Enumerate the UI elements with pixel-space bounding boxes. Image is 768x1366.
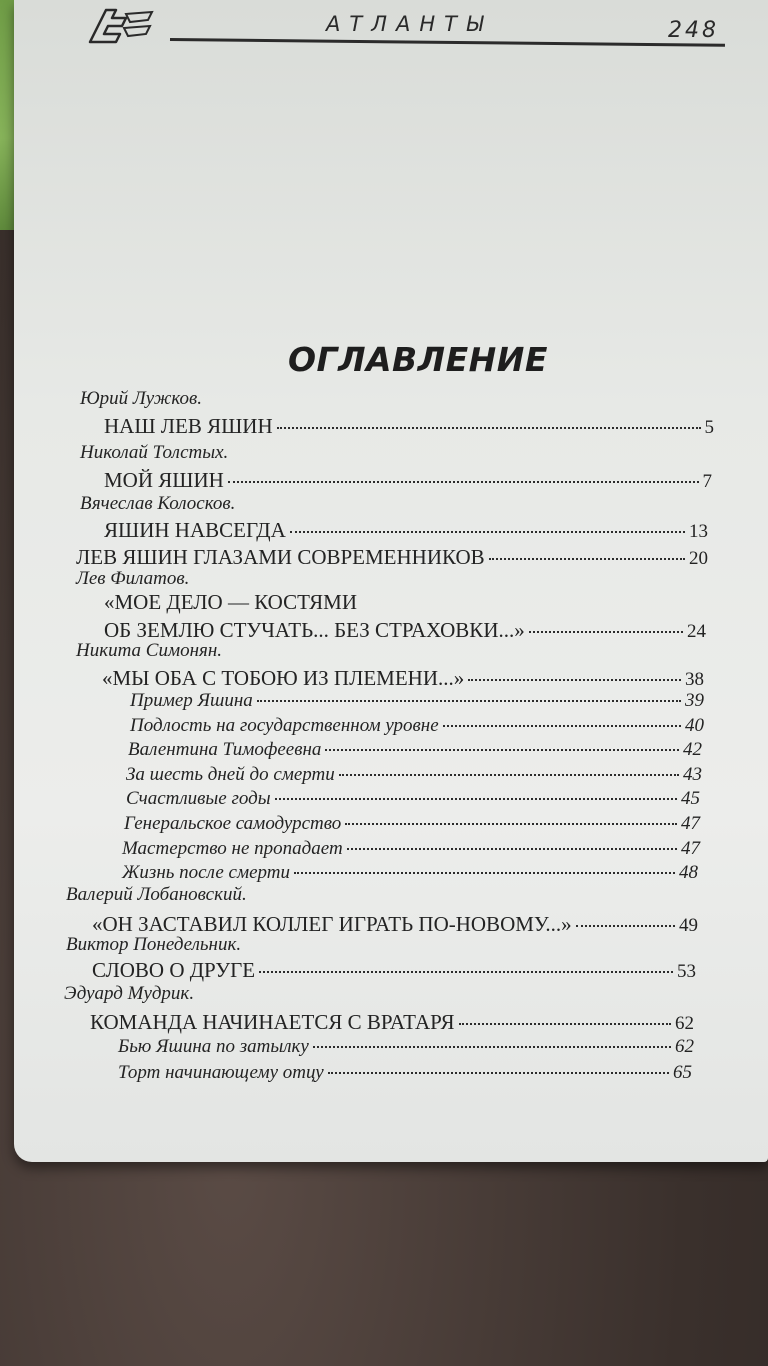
dot-leader — [489, 558, 685, 560]
toc-author — [66, 934, 241, 956]
toc-subentry[interactable] — [130, 715, 704, 737]
entry-title: ЯШИН НАВСЕГДА — [104, 518, 286, 542]
entry-page: 62 — [675, 1036, 694, 1057]
subentry-title: Счастливые годы — [126, 788, 271, 809]
entry-page: 47 — [681, 813, 700, 834]
dot-leader — [468, 679, 681, 681]
subentry-title: Пример Яшина — [130, 690, 253, 711]
toc-author — [80, 388, 202, 410]
toc-entry[interactable] — [76, 545, 708, 570]
toc-subentry[interactable] — [124, 813, 700, 835]
dot-leader — [294, 872, 675, 874]
dot-leader — [277, 427, 701, 429]
entry-page: 49 — [679, 915, 698, 936]
toc-entry[interactable] — [104, 414, 714, 439]
entry-title: ЛЕВ ЯШИН ГЛАЗАМИ СОВРЕМЕННИКОВ — [76, 545, 485, 569]
toc-author — [76, 640, 222, 662]
dot-leader — [290, 531, 685, 533]
entry-title: «МЫ ОБА С ТОБОЮ ИЗ ПЛЕМЕНИ...» — [102, 666, 465, 690]
toc-entry[interactable] — [104, 468, 712, 493]
dot-leader — [325, 749, 679, 751]
entry-title: «МОЕ ДЕЛО — КОСТЯМИ — [104, 590, 357, 614]
entry-page: 39 — [685, 690, 704, 711]
dot-leader — [313, 1046, 671, 1048]
entry-title: КОМАНДА НАЧИНАЕТСЯ С ВРАТАРЯ — [90, 1010, 455, 1034]
toc-author — [64, 983, 194, 1005]
toc-title: ОГЛАВЛЕНИЕ — [288, 340, 548, 379]
author-name: Вячеслав Колосков. — [80, 493, 236, 514]
dot-leader — [529, 631, 683, 633]
subentry-title: Валентина Тимофеевна — [128, 739, 322, 760]
entry-page: 13 — [689, 521, 708, 542]
toc-author — [80, 493, 235, 515]
entry-page: 24 — [687, 621, 706, 642]
entry-page: 45 — [681, 788, 700, 809]
entry-title: ОБ ЗЕМЛЮ СТУЧАТЬ... БЕЗ СТРАХОВКИ...» — [104, 618, 525, 642]
entry-page: 20 — [689, 548, 708, 569]
author-name: Никита Симонян. — [76, 640, 223, 661]
toc-entry[interactable] — [104, 518, 708, 543]
author-name: Эдуард Мудрик. — [64, 983, 195, 1004]
dot-leader — [459, 1023, 672, 1025]
toc-author — [80, 442, 228, 464]
page-number: 248 — [668, 18, 719, 43]
entry-page: 48 — [679, 862, 698, 883]
entry-title: МОЙ ЯШИН — [104, 468, 224, 492]
author-name: Юрий Лужков. — [80, 388, 203, 409]
entry-page: 38 — [685, 669, 704, 690]
entry-page: 53 — [677, 961, 696, 982]
toc-entry[interactable] — [102, 666, 704, 691]
author-name: Виктор Понедельник. — [66, 934, 242, 955]
toc-subentry[interactable] — [122, 862, 698, 884]
dot-leader — [259, 971, 673, 973]
toc-subentry[interactable] — [126, 788, 700, 810]
subentry-title: Торт начинающему отцу — [118, 1062, 324, 1083]
toc-subentry[interactable] — [126, 764, 702, 786]
subentry-title: Жизнь после смерти — [122, 862, 290, 883]
entry-title: «ОН ЗАСТАВИЛ КОЛЛЕГ ИГРАТЬ ПО-НОВОМУ...» — [92, 912, 572, 936]
dot-leader — [345, 823, 677, 825]
dot-leader — [339, 774, 679, 776]
entry-page: 7 — [702, 471, 712, 492]
author-name: Лев Филатов. — [76, 568, 190, 589]
running-title: АТЛАНТЫ — [326, 12, 493, 36]
entry-page: 65 — [673, 1062, 692, 1083]
dot-leader — [347, 848, 677, 850]
toc-subentry[interactable] — [118, 1036, 694, 1058]
subentry-title: Мастерство не пропадает — [122, 838, 343, 859]
entry-title: СЛОВО О ДРУГЕ — [92, 958, 256, 982]
toc-subentry[interactable] — [128, 739, 702, 761]
toc-entry[interactable] — [104, 590, 357, 615]
toc-entry[interactable] — [92, 958, 696, 983]
entry-title: НАШ ЛЕВ ЯШИН — [104, 414, 273, 438]
toc-author — [76, 568, 189, 590]
subentry-title: Бью Яшина по затылку — [118, 1036, 309, 1057]
entry-page: 47 — [681, 838, 700, 859]
subentry-title: За шесть дней до смерти — [126, 764, 335, 785]
entry-page: 40 — [685, 715, 704, 736]
author-name: Валерий Лобановский. — [66, 884, 247, 905]
entry-page: 43 — [683, 764, 702, 785]
toc-subentry[interactable] — [122, 838, 700, 860]
dot-leader — [443, 725, 681, 727]
entry-page: 42 — [683, 739, 702, 760]
dot-leader — [275, 798, 677, 800]
toc-subentry[interactable] — [118, 1062, 692, 1084]
entry-page: 5 — [704, 417, 714, 438]
toc-subentry[interactable] — [130, 690, 704, 712]
toc-author — [66, 884, 247, 906]
dot-leader — [257, 700, 681, 702]
author-name: Николай Толстых. — [80, 442, 229, 463]
toc-entry[interactable] — [90, 1010, 694, 1035]
subentry-title: Генеральское самодурство — [124, 813, 342, 834]
subentry-title: Подлость на государственном уровне — [130, 715, 439, 736]
entry-page: 62 — [675, 1013, 694, 1034]
dot-leader — [228, 481, 699, 483]
dot-leader — [328, 1072, 669, 1074]
dot-leader — [576, 925, 675, 927]
